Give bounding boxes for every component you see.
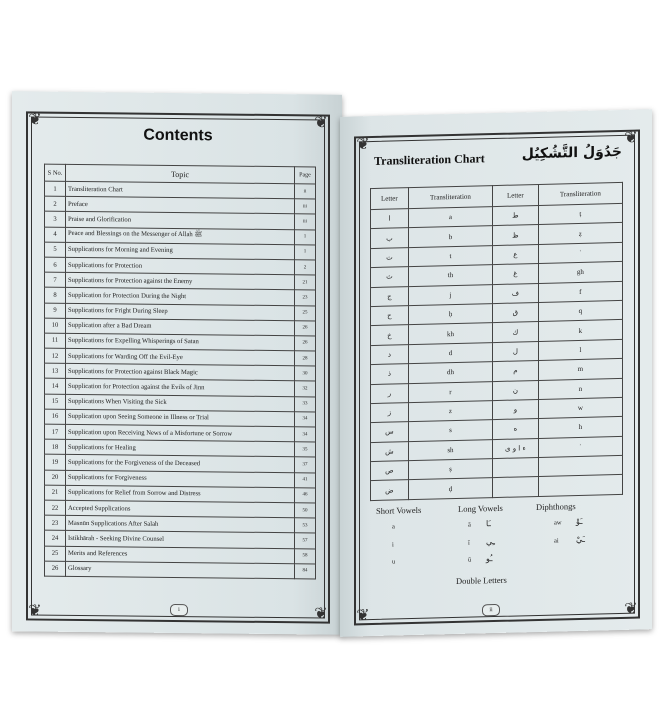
- ornament-corner-icon: ❦: [624, 129, 638, 147]
- transliteration-cell: j: [408, 284, 492, 305]
- contents-no-cell: 26: [45, 561, 66, 576]
- short-vowels-label: Short Vowels: [376, 504, 422, 516]
- contents-topic-cell: Praise and Glorification: [66, 212, 295, 230]
- contents-no-cell: 8: [45, 287, 66, 302]
- arabic-letter-cell: [493, 458, 539, 479]
- transliteration-cell: z: [408, 400, 492, 421]
- contents-page-cell: 25: [295, 305, 316, 320]
- page-number: i: [170, 604, 188, 616]
- contents-page-cell: 2: [295, 260, 316, 275]
- arabic-letter-cell: ف: [493, 283, 539, 304]
- header-letter: Letter: [371, 188, 409, 210]
- arabic-letter-cell: ز: [371, 403, 409, 423]
- contents-topic-cell: Supplications for Morning and Evening: [66, 242, 295, 260]
- contents-no-cell: 25: [45, 546, 66, 561]
- long-vowel-arabic: ـُو: [486, 554, 493, 564]
- contents-topic-cell: Istikhārah - Seeking Divine Counsel: [66, 531, 295, 549]
- contents-topic-cell: Supplication upon Seeing Someone in Illness or Trial: [66, 409, 295, 427]
- transliteration-cell: r: [408, 381, 492, 402]
- open-booklet: [10, 85, 655, 640]
- long-vowel: ā: [468, 521, 471, 529]
- contents-no-cell: 21: [45, 485, 66, 500]
- transliteration-cell: w: [538, 397, 622, 418]
- contents-title: Contents: [143, 126, 213, 145]
- contents-page-cell: iii: [295, 214, 316, 229]
- long-vowel-arabic: ـَا: [486, 519, 491, 529]
- contents-page-cell: 53: [295, 518, 316, 533]
- contents-page-cell: 41: [295, 472, 316, 487]
- contents-topic-cell: Supplication for Protection During the Night: [66, 288, 295, 306]
- arabic-letter-cell: ه: [493, 419, 539, 440]
- contents-topic-cell: Supplications for Protection against Black Magic: [66, 364, 295, 382]
- contents-row: [45, 561, 316, 579]
- arabic-letter-cell: ن: [493, 380, 539, 401]
- long-vowels-label: Long Vowels: [458, 502, 503, 514]
- left-page: [12, 91, 342, 634]
- contents-no-cell: 9: [45, 303, 66, 318]
- arabic-letter-cell: س: [371, 422, 409, 442]
- contents-page-cell: 58: [295, 548, 316, 563]
- contents-topic-cell: Masnūn Supplications After Salah: [66, 515, 295, 533]
- header-sno: S No.: [45, 164, 66, 181]
- contents-page-cell: iii: [295, 199, 316, 214]
- diphthong-arabic: ـَوْ: [576, 516, 583, 527]
- transliteration-cell: h: [538, 417, 622, 438]
- short-vowel: u: [392, 558, 396, 566]
- transliteration-cell: n: [538, 378, 622, 399]
- header-transliteration: Transliteration: [538, 182, 622, 205]
- contents-no-cell: 12: [45, 348, 66, 363]
- contents-no-cell: 23: [45, 515, 66, 530]
- arabic-letter-cell: ث: [371, 267, 409, 287]
- contents-page-cell: 34: [295, 412, 316, 427]
- arabic-letter-cell: ط: [493, 205, 539, 226]
- right-page-frame: [354, 129, 640, 625]
- contents-page-cell: 23: [295, 290, 316, 305]
- header-letter: Letter: [493, 184, 539, 206]
- transliteration-cell: ʾ: [538, 436, 622, 457]
- contents-no-cell: 22: [45, 500, 66, 515]
- arabic-letter-cell: خ: [371, 325, 409, 345]
- transliteration-table: [370, 182, 623, 501]
- diphthong-arabic: ـَيْ: [576, 534, 586, 545]
- contents-no-cell: 5: [45, 242, 66, 257]
- transliteration-cell: b: [408, 226, 492, 247]
- transliteration-cell: gh: [538, 262, 622, 283]
- contents-topic-cell: Supplications for Relief from Sorrow and Distress: [66, 485, 295, 503]
- transliteration-cell: d: [408, 342, 492, 363]
- arabic-letter-cell: ص: [371, 461, 409, 481]
- contents-page-cell: 1: [295, 244, 316, 259]
- arabic-letter-cell: ح: [371, 306, 409, 326]
- transliteration-cell: m: [538, 359, 622, 380]
- contents-topic-cell: Supplications for Protection against the Enemy: [66, 272, 295, 290]
- contents-page-cell: 34: [295, 427, 316, 442]
- transliteration-cell: f: [538, 281, 622, 302]
- arabic-letter-cell: م: [493, 361, 539, 382]
- contents-no-cell: 1: [45, 181, 66, 196]
- transliteration-cell: dh: [408, 362, 492, 383]
- contents-page-cell: 28: [295, 351, 316, 366]
- transliteration-cell: kh: [408, 323, 492, 344]
- double-letters-label: Double Letters: [456, 574, 507, 586]
- ornament-corner-icon: ❦: [28, 111, 42, 129]
- arabic-letter-cell: ء ا و ى: [493, 438, 539, 459]
- transliteration-cell: l: [538, 339, 622, 360]
- transliteration-cell: a: [408, 207, 492, 228]
- short-vowel: a: [392, 523, 395, 531]
- arabic-letter-cell: ض: [371, 480, 409, 500]
- short-vowel: i: [392, 541, 394, 549]
- chart-arabic-title: جَدُوَلُ التَّشُكِيُل: [521, 143, 622, 163]
- arabic-letter-cell: [493, 477, 539, 498]
- contents-topic-cell: Transliteration Chart: [66, 181, 295, 199]
- ornament-corner-icon: ❦: [314, 114, 328, 132]
- contents-page-cell: 50: [295, 503, 316, 518]
- ornament-corner-icon: ❦: [624, 600, 638, 618]
- contents-page-cell: 84: [295, 563, 316, 578]
- contents-page-cell: 26: [295, 320, 316, 335]
- contents-no-cell: 18: [45, 439, 66, 454]
- contents-topic-cell: Supplications When Visiting the Sick: [66, 394, 295, 412]
- long-vowel: ī: [468, 539, 470, 547]
- transliteration-cell: sh: [408, 439, 492, 460]
- transliteration-cell: q: [538, 300, 622, 321]
- transliteration-cell: ḥ: [408, 304, 492, 325]
- transliteration-cell: th: [408, 265, 492, 286]
- header-page: Page: [295, 167, 316, 184]
- arabic-letter-cell: ب: [371, 228, 409, 248]
- diphthong: ai: [554, 537, 559, 545]
- contents-no-cell: 14: [45, 379, 66, 394]
- contents-page-cell: 37: [295, 457, 316, 472]
- contents-table: [44, 164, 316, 580]
- transliteration-cell: ḍ: [408, 478, 492, 499]
- page-number: ii: [482, 604, 500, 616]
- arabic-letter-cell: ت: [371, 247, 409, 267]
- ornament-corner-icon: ❦: [28, 602, 42, 620]
- long-vowel: ū: [468, 556, 472, 564]
- transliteration-cell: ṭ: [538, 203, 622, 224]
- contents-no-cell: 2: [45, 196, 66, 211]
- arabic-letter-cell: د: [371, 344, 409, 364]
- transliteration-cell: ʿ: [538, 242, 622, 263]
- arabic-letter-cell: ك: [493, 322, 539, 343]
- contents-no-cell: 10: [45, 318, 66, 333]
- arabic-letter-cell: ل: [493, 341, 539, 362]
- contents-topic-cell: Supplications for Fright During Sleep: [66, 303, 295, 321]
- arabic-letter-cell: ج: [371, 286, 409, 306]
- contents-no-cell: 6: [45, 257, 66, 272]
- contents-topic-cell: Supplications for Expelling Whisperings of Satan: [66, 333, 295, 351]
- header-topic: Topic: [66, 164, 295, 183]
- arabic-letter-cell: ش: [371, 441, 409, 461]
- transliteration-cell: k: [538, 320, 622, 341]
- right-page: [340, 109, 652, 637]
- contents-page-cell: 57: [295, 533, 316, 548]
- transliteration-cell: t: [408, 245, 492, 266]
- arabic-letter-cell: و: [493, 399, 539, 420]
- contents-page-cell: 26: [295, 336, 316, 351]
- diphthongs-label: Diphthongs: [536, 501, 576, 513]
- contents-no-cell: 11: [45, 333, 66, 348]
- chart-title: Transliteration Chart: [374, 151, 485, 168]
- arabic-letter-cell: ق: [493, 302, 539, 323]
- contents-page-cell: 35: [295, 442, 316, 457]
- arabic-letter-cell: ذ: [371, 364, 409, 384]
- left-page-frame: [26, 111, 330, 623]
- contents-no-cell: 15: [45, 394, 66, 409]
- contents-page-cell: 21: [295, 275, 316, 290]
- contents-page-cell: 1: [295, 229, 316, 244]
- contents-no-cell: 19: [45, 454, 66, 469]
- arabic-letter-cell: ر: [371, 383, 409, 403]
- contents-page-cell: 46: [295, 487, 316, 502]
- contents-no-cell: 3: [45, 211, 66, 226]
- contents-topic-cell: Supplication for Protection against the Evils of Jinn: [66, 379, 295, 397]
- transliteration-cell: [538, 475, 622, 496]
- transliteration-cell: ṣ: [408, 459, 492, 480]
- contents-no-cell: 4: [45, 227, 66, 242]
- ornament-corner-icon: ❦: [314, 605, 328, 623]
- contents-no-cell: 17: [45, 424, 66, 439]
- contents-topic-cell: Peace and Blessings on the Messenger of Allah ﷺ: [66, 227, 295, 245]
- arabic-letter-cell: ع: [493, 244, 539, 265]
- transliteration-cell: ẓ: [538, 223, 622, 244]
- arabic-letter-cell: ا: [371, 209, 409, 229]
- contents-topic-cell: Preface: [66, 197, 295, 215]
- contents-page-cell: ii: [295, 184, 316, 199]
- contents-topic-cell: Supplications for the Forgiveness of the Deceased: [66, 455, 295, 473]
- ornament-corner-icon: ❦: [356, 607, 370, 625]
- contents-topic-cell: Merits and References: [66, 546, 295, 564]
- header-transliteration: Transliteration: [408, 186, 492, 209]
- contents-topic-cell: Glossary: [66, 561, 295, 579]
- contents-no-cell: 20: [45, 470, 66, 485]
- contents-page-cell: 32: [295, 381, 316, 396]
- contents-page-cell: 33: [295, 396, 316, 411]
- contents-topic-cell: Supplications for Healing: [66, 440, 295, 458]
- contents-topic-cell: Supplications for Warding Off the Evil-Eye: [66, 348, 295, 366]
- transliteration-cell: s: [408, 420, 492, 441]
- transliteration-cell: [538, 455, 622, 476]
- contents-topic-cell: Supplications for Forgiveness: [66, 470, 295, 488]
- contents-no-cell: 7: [45, 272, 66, 287]
- ornament-corner-icon: ❦: [356, 136, 370, 154]
- contents-topic-cell: Supplications for Protection: [66, 257, 295, 275]
- contents-no-cell: 16: [45, 409, 66, 424]
- diphthong: aw: [554, 519, 562, 527]
- contents-topic-cell: Supplication upon Receiving News of a Misfortune or Sorrow: [66, 424, 295, 442]
- contents-no-cell: 24: [45, 530, 66, 545]
- contents-topic-cell: Supplication after a Bad Dream: [66, 318, 295, 336]
- arabic-letter-cell: ظ: [493, 225, 539, 246]
- contents-no-cell: 13: [45, 363, 66, 378]
- contents-page-cell: 30: [295, 366, 316, 381]
- arabic-letter-cell: غ: [493, 264, 539, 285]
- contents-topic-cell: Accepted Supplications: [66, 500, 295, 518]
- long-vowel-arabic: ـِي: [486, 537, 496, 547]
